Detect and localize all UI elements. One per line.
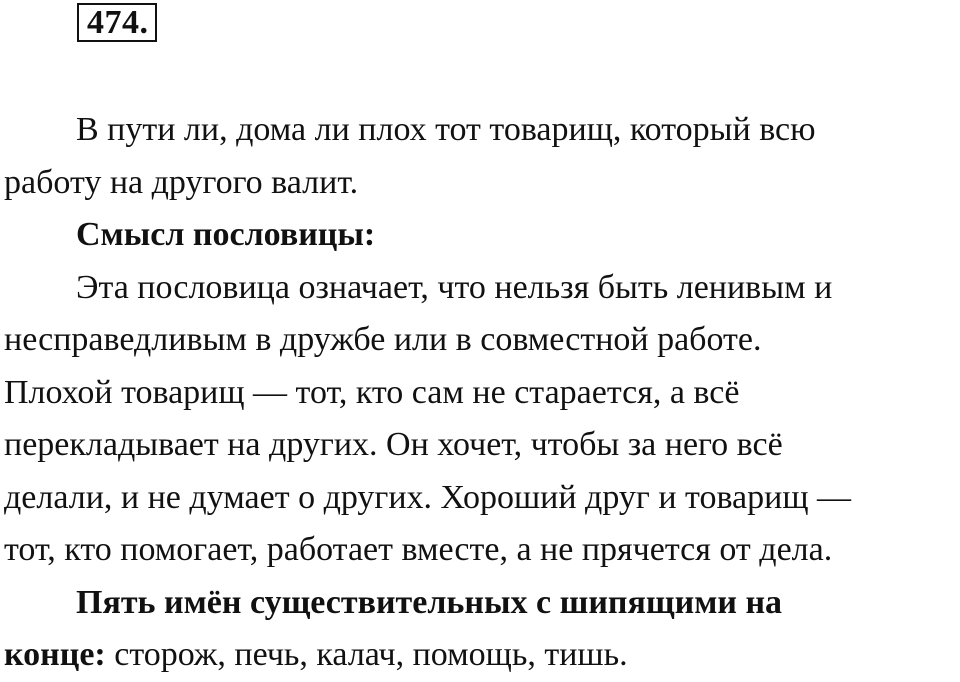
answer-text [4, 104, 954, 682]
proverb-line-2: работу на другого валит. [4, 163, 359, 201]
meaning-heading: Смысл пословицы: [76, 216, 376, 253]
meaning-line-3: Плохой товарищ — тот, кто сам не старается, а всё [4, 373, 740, 411]
nouns-answer: сторож, печь, калач, помощь, тишь. [105, 636, 628, 673]
meaning-line-5: делали, и не думает о других. Хороший друг и товарищ — [4, 478, 852, 516]
meaning-line-1: Эта пословица означает, что нельзя быть ленивым и [76, 268, 833, 306]
meaning-line-6: тот, кто помогает, работает вместе, а не прячется от дела. [4, 531, 833, 568]
nouns-heading-line-1: Пять имён существительных с шипящими на [76, 583, 783, 621]
meaning-line-4: перекладывает на других. Он хочет, чтобы за него всё [4, 426, 783, 463]
proverb-line-1: В пути ли, дома ли плох тот товарищ, который всю [76, 111, 816, 148]
nouns-answer-line [4, 629, 954, 682]
exercise-number: 474. [77, 3, 157, 42]
meaning-line-2: несправедливым в дружбе или в совместной работе. [4, 321, 762, 358]
nouns-heading-line-2: конце: [4, 636, 106, 673]
